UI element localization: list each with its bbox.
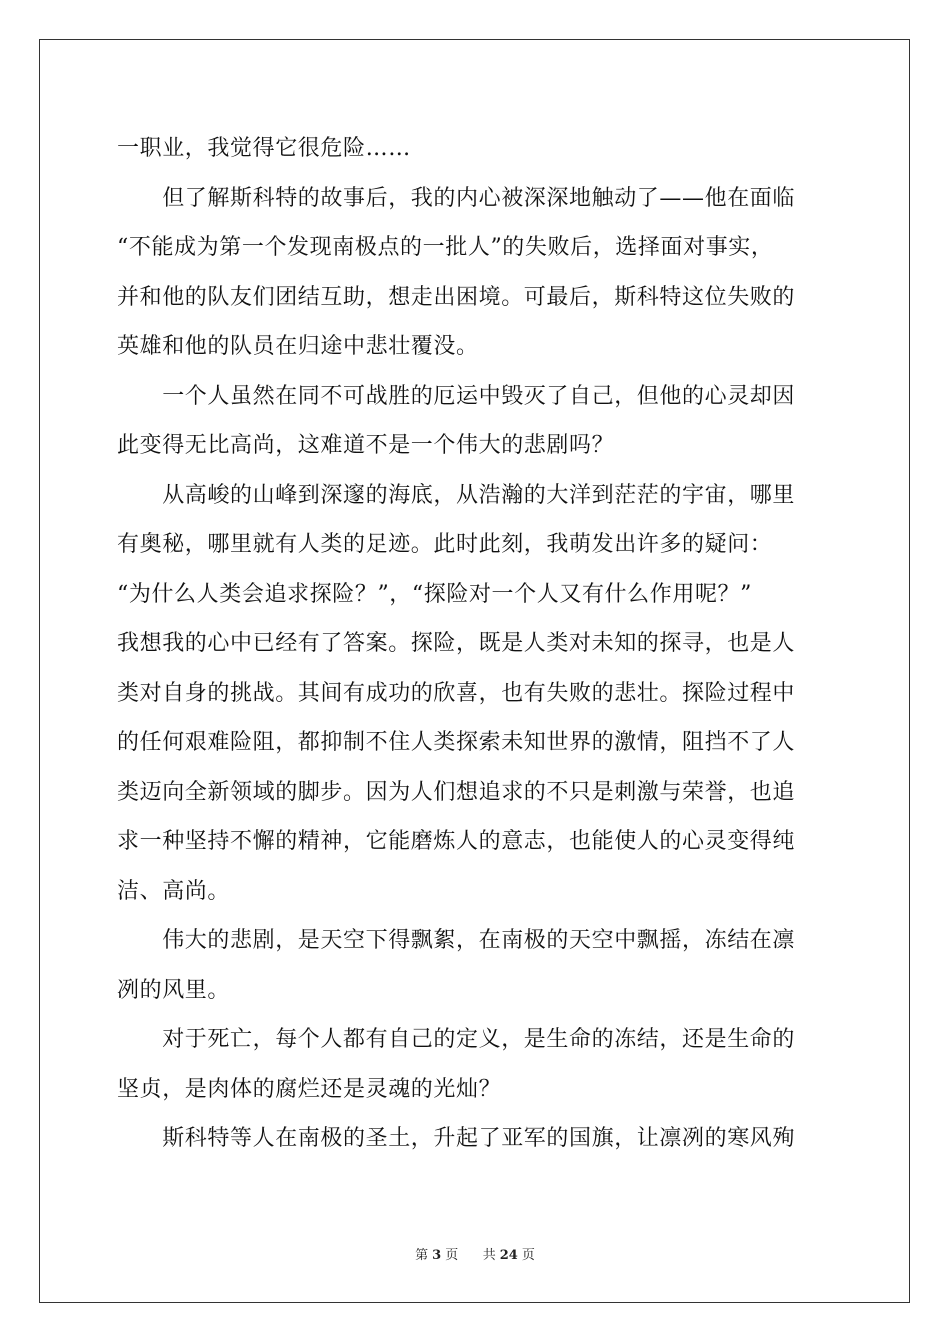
page-footer (0, 1244, 950, 1263)
page-number: 3 (432, 1248, 442, 1263)
text-line: 斯科特等人在南极的圣土，升起了亚军的国旗，让凛冽的寒风殉 (117, 1126, 796, 1151)
text-line: 求一种坚持不懈的精神，它能磨炼人的意志，也能使人的心灵变得纯 (117, 829, 796, 854)
page-prefix: 第 (415, 1248, 429, 1263)
text-line: 从高峻的山峰到深邃的海底，从浩瀚的大洋到茫茫的宇宙，哪里 (117, 482, 796, 508)
total-pages-number: 24 (499, 1248, 518, 1263)
text-line: 有奥秘，哪里就有人类的足迹。此时此刻，我萌发出许多的疑问： (117, 532, 773, 557)
text-line: “为什么人类会追求探险？”，“探险对一个人又有什么作用呢？” (117, 581, 752, 607)
document-body (117, 124, 833, 1164)
text-line: 一职业，我觉得它很危险…… (117, 136, 411, 161)
text-line: 一个人虽然在同不可战胜的厄运中毁灭了自己，但他的心灵却因 (117, 383, 796, 409)
total-prefix: 共 (482, 1248, 496, 1263)
text-line: 坚贞，是肉体的腐烂还是灵魂的光灿？ (117, 1076, 502, 1102)
text-line: 但了解斯科特的故事后，我的内心被深深地触动了——他在面临 (117, 185, 796, 211)
total-suffix: 页 (521, 1248, 535, 1263)
page-suffix: 页 (445, 1248, 459, 1263)
text-line: “不能成为第一个发现南极点的一批人”的失败后，选择面对事实， (117, 235, 774, 260)
text-line: 的任何艰难险阻，都抑制不住人类探索未知世界的激情，阻挡不了人 (117, 730, 796, 755)
text-line: 洁、高尚。 (117, 878, 231, 904)
text-line: 此变得无比高尚，这难道不是一个伟大的悲剧吗？ (117, 433, 615, 458)
text-line: 对于死亡，每个人都有自己的定义，是生命的冻结，还是生命的 (117, 1027, 796, 1052)
page-indicator (413, 1248, 460, 1263)
text-line: 并和他的队友们团结互助，想走出困境。可最后，斯科特这位失败的 (117, 284, 796, 310)
total-pages-indicator (481, 1248, 537, 1263)
text-line: 类对自身的挑战。其间有成功的欣喜，也有失败的悲壮。探险过程中 (117, 680, 796, 706)
text-line: 我想我的心中已经有了答案。探险，既是人类对未知的探寻，也是人 (117, 631, 796, 656)
text-line: 伟大的悲剧，是天空下得飘絮，在南极的天空中飘摇，冻结在凛 (117, 928, 796, 953)
text-line: 类迈向全新领域的脚步。因为人们想追求的不只是刺激与荣誉，也追 (117, 779, 796, 805)
text-line: 冽的风里。 (117, 977, 231, 1003)
text-line: 英雄和他的队员在归途中悲壮覆没。 (117, 334, 479, 359)
